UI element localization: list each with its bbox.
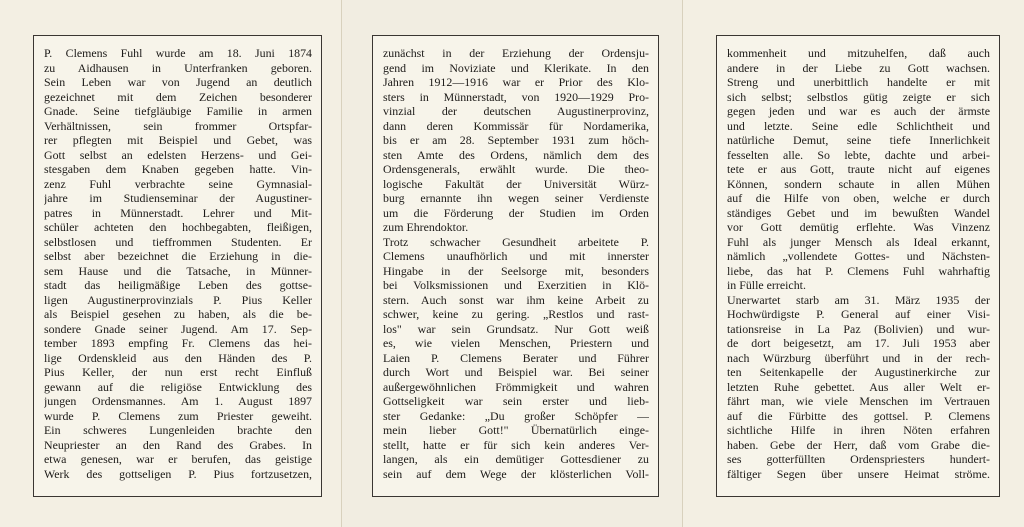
text-line: stern. Auch sonst war ihm keine Arbeit zu	[383, 292, 649, 307]
text-line: gegen jeden und war es auch der ärmste	[727, 104, 990, 118]
text-line: stellt, hatte er für sich kein anderes Ver-	[383, 437, 649, 452]
text-column-1	[33, 35, 322, 497]
text-line: dann deren Kommissär für Nordamerika,	[383, 118, 649, 133]
text-line: Streng und unerbittlich handelte er mit	[727, 75, 990, 89]
text-line: stesgaben dem Knaben gegeben hatte. Vin-	[44, 162, 312, 176]
text-line: lige Ordenskleid aus den Händen des P.	[44, 350, 312, 365]
text-line: burg ernannte ihn wegen seiner Verdienste	[383, 191, 649, 205]
text-line: Ordensgenerals, erwählt wurde. Die theo-	[383, 162, 649, 176]
text-column-2	[372, 35, 659, 497]
text-line: sich selbst; selbstlos gütig zeigte er sich	[727, 89, 990, 104]
text-line: Verhältnissen, sein frommer Ortspfar-	[44, 118, 312, 133]
text-line: tember 1893 empfing Fr. Clemens das hei-	[44, 336, 312, 350]
text-line: bis er am 28. September 1931 zum höch-	[383, 133, 649, 147]
text-line: ligen Augustinerprovinzials P. Pius Keller	[44, 292, 312, 307]
text-line: sondere Gnade seiner Jugend. Am 17. Sep-	[44, 321, 312, 336]
text-line: haben. Gebe der Herr, daß vom Grabe die-	[727, 437, 990, 452]
text-line: tete er aus Gott, traute nicht auf eigenes	[727, 162, 990, 176]
text-line: sters in Münnerstadt, von 1920—1929 Pro-	[383, 89, 649, 104]
text-line: jahre im Studienseminar der Augustiner-	[44, 191, 312, 205]
text-line: ständiges Gebet und im bewußten Wandel	[727, 205, 990, 220]
text-line: fährt man, wie viele Menschen im Vertrauen	[727, 394, 990, 408]
text-line: sichtliche Hilfe in ihren Nöten erfahren	[727, 423, 990, 437]
text-line: Neupriester an den Rand des Grabes. In	[44, 437, 312, 452]
text-line: wurde P. Clemens zum Priester geweiht.	[44, 408, 312, 423]
text-line: selbstlosen und tieffrommen Studenten. Er	[44, 234, 312, 249]
text-line: sten Amte des Ordens, nämlich dem des	[383, 147, 649, 162]
text-line: natürliche Demut, seine tiefe Innerlichkeit	[727, 133, 990, 147]
text-line: nach Würzburg überführt und in der rech-	[727, 350, 990, 365]
text-line: außergewöhnlichen Frömmigkeit und wahren	[383, 379, 649, 394]
text-line: selbst aber bezeichnet die Erziehung in die-	[44, 249, 312, 263]
column-1-text	[44, 46, 312, 481]
text-line: Können, sondern schaute in allen Mühen	[727, 176, 990, 191]
text-line: es, wie vielen Menschen, Priestern und	[383, 336, 649, 350]
text-line: gezeichnet mit dem Zeichen besonderer	[44, 89, 312, 104]
text-line: langen, als ein demütiger Gottesdiener zu	[383, 452, 649, 466]
text-line: ten Seitenkapelle der Augustinerkirche zur	[727, 365, 990, 379]
fold-line-1	[341, 0, 342, 527]
text-line: schwer, keine zu gering. „Restlos und rast-	[383, 307, 649, 321]
text-line: ster Gedanke: „Du großer Schöpfer —	[383, 408, 649, 423]
text-line: de dort beigesetzt, am 17. Juli 1953 aber	[727, 336, 990, 350]
text-line: zenz Fuhl verbrachte seine Gymnasial-	[44, 176, 312, 191]
text-line: sem Hause und die Tatsache, in Münner-	[44, 263, 312, 278]
text-line: vinzial der deutschen Augustinerprovinz,	[383, 104, 649, 118]
text-line: Pius Keller, der nun erst recht Einfluß	[44, 365, 312, 379]
text-line: zu Aidhausen in Unterfranken geboren.	[44, 60, 312, 75]
text-line: etwa genesen, war er berufen, das geistige	[44, 452, 312, 466]
text-line: Gottseligkeit war sein erster und lieb-	[383, 394, 649, 408]
text-line: rer pflegten mit Beispiel und Gebet, was	[44, 133, 312, 147]
text-line: Ein schweres Lungenleiden brachte den	[44, 423, 312, 437]
text-line: auf die Fürbitte des gottsel. P. Clemens	[727, 408, 990, 423]
text-line: Unerwartet starb am 31. März 1935 der	[727, 292, 990, 307]
text-line: schüler achteten den hochbegabten, fleißigen,	[44, 220, 312, 234]
text-line: gend im Noviziate und Klerikate. In den	[383, 60, 649, 75]
text-line: Werk des gottseligen P. Pius fortzusetzen,	[44, 466, 312, 481]
text-line: Laien P. Clemens Berater und Führer	[383, 350, 649, 365]
text-line: auf die Hilfe von oben, welche er durch	[727, 191, 990, 205]
fold-line-2	[682, 0, 683, 527]
text-line: ses gotterfüllten Ordenspriesters hundert-	[727, 452, 990, 466]
text-line: stadt das heiligmäßige Leben des gottse-	[44, 278, 312, 292]
text-line: gewann auf die religiöse Entwicklung des	[44, 379, 312, 394]
text-line: Hingabe in der Seelsorge mit, besonders	[383, 263, 649, 278]
text-column-3	[716, 35, 1000, 497]
text-line: Gott selbst an edelsten Herzens- und Gei-	[44, 147, 312, 162]
text-line: P. Clemens Fuhl wurde am 18. Juni 1874	[44, 46, 312, 60]
text-line: Gnade. Seine tiefgläubige Familie in armen	[44, 104, 312, 118]
text-line: nämlich „vollendete Gottes- und Nächsten-	[727, 249, 990, 263]
text-line: andere in der Liebe zu Gott wachsen.	[727, 60, 990, 75]
text-line: logische Fakultät der Universität Würz-	[383, 176, 649, 191]
text-line: in Fülle erreicht.	[727, 278, 806, 292]
text-line: Trotz schwacher Gesundheit arbeitete P.	[383, 234, 649, 249]
text-line: sein auf dem Wege der klösterlichen Voll-	[383, 466, 649, 481]
text-line: und letzte. Seine edle Schlichtheit und	[727, 118, 990, 133]
column-2-text	[383, 46, 649, 481]
text-line: letzten Ruhe gebettet. Aus aller Welt er-	[727, 379, 990, 394]
text-line: als Beispiel gesehen zu haben, als die be-	[44, 307, 312, 321]
text-line: los" war sein Grundsatz. Nur Gott weiß	[383, 321, 649, 336]
text-line: Fuhl als junger Mensch als Ideal erkannt,	[727, 234, 990, 249]
text-line: zum Ehrendoktor.	[383, 220, 469, 234]
text-line: kommenheit und mitzuhelfen, daß auch	[727, 46, 990, 60]
text-line: vor Gott demütig erflehte. Was Vinzenz	[727, 220, 990, 234]
text-line: zunächst in der Erziehung der Ordensju-	[383, 46, 649, 60]
text-line: mein lieber Gott!" Übernatürlich einge-	[383, 423, 649, 437]
text-line: fältiger Segen über unsere Heimat ströme.	[727, 466, 990, 481]
text-line: Jahren 1912—1916 war er Prior des Klo-	[383, 75, 649, 89]
text-line: Sein Leben war von Jugend an deutlich	[44, 75, 312, 89]
text-line: tationsreise in La Paz (Bolivien) und wur-	[727, 321, 990, 336]
text-line: liebe, das hat P. Clemens Fuhl wahrhaftig	[727, 263, 990, 278]
text-line: bei Volksmissionen und Exerzitien in Klö-	[383, 278, 649, 292]
text-line: Hochwürdigste P. General auf einer Visi-	[727, 307, 990, 321]
text-line: um die Förderung der Studien im Orden	[383, 205, 649, 220]
text-line: durch Wort und Beispiel war. Bei seiner	[383, 365, 649, 379]
column-3-text	[727, 46, 990, 481]
text-line: fesselten alle. So lebte, dachte und arbei-	[727, 147, 990, 162]
text-line: jungen Ordensmannes. Am 1. August 1897	[44, 394, 312, 408]
text-line: patres in Münnerstadt. Lehrer und Mit-	[44, 205, 312, 220]
text-line: Clemens unaufhörlich und mit innerster	[383, 249, 649, 263]
